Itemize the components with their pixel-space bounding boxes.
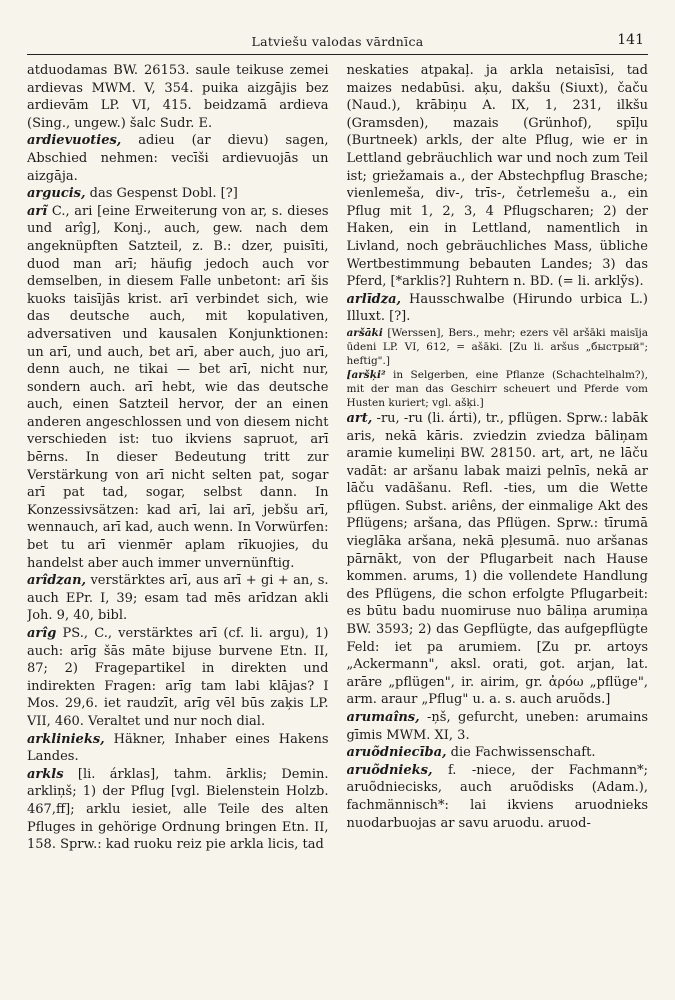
entry-headword: aruõdnieks, xyxy=(346,762,433,778)
dictionary-entry xyxy=(347,744,649,762)
dictionary-entry xyxy=(27,203,329,572)
running-title: Latviešu valodas vārdnīca xyxy=(251,34,424,49)
dictionary-entry xyxy=(27,625,329,731)
entry-definition: C., ari [eine Erweiterung von ar, s. dieses und arîg], Konj., auch, gew. nach dem angeknüpften Satzteil, z. B.: dzer, puisīti, duod man arī; häufig jedoch auch vor demselben, in diesem Falle unbetont: arī šis kuoks taisījās krist. arī verbindet sich, wie das deutsche auch, mit kopulativen, adversativen und kausalen Konjunktionen: un arī, und auch, bet arī, aber auch, juo arī, denn auch, ne tikai — bet arī, nicht nur, sondern auch. arī hebt, wie das deutsche auch, einen Satzteil hervor, der an einen anderen angeschlossen und von diesem nicht verschieden ist: tuo ikviens sapruot, arī bērns. In dieser Bedeutung tritt zur Verstärkung von arī nicht selten pat, sogar arī pat tad, sogar, selbst dann. In Konzessivsätzen: kad arī, lai arī, jebšu arī, wennauch, arī kad, auch wenn. In Vorwürfen: bet tu arī vienmēr aplam rīkuojies, du handelst aber auch immer unvernünftig. xyxy=(27,203,329,571)
entry-definition: -ru, -ru (li. árti), tr., pflügen. Sprw.: labāk aris, nekā kāris. zviedzin zviedza bāliņam aramie kumeliņi BW. 28150. art, art, ne lāču vadāt: ar aršanu labak maizi pelnīs, nekā ar lāču vadāšanu. Refl. -ties, um die Wette pflügen. Subst. ariêns, der einmalige Akt des Pflügens; aršana, das Pflügen. Sprw.: tīrumā vieglāka aršana, nekā pļesumā. nuo aršanas pārnākt, von der Pflugarbeit nach Hause kommen. arums, 1) die vollendete Handlung des Pflügens, die schon erfolgte Pflugarbeit: es būtu badu nuomiruse nuo bāliņa arumiņa BW. 3593; 2) das Gepflügte, das aufgepflügte Feld: iet pa arumiem. [Zu pr. artoys „Ackermann", aksl. orati, got. arjan, lat. arāre „pflügen", ir. airim, gr. ἀρόω „pflüge", arm. araur „Pflug" u. a. s. auch aruõds.] xyxy=(346,410,648,708)
entry-definition: -ņš, gefurcht, uneben: arumains gīmis MWM. XI, 3. xyxy=(346,710,648,743)
header-rule xyxy=(27,54,648,55)
entry-headword: arlīdza, xyxy=(346,291,402,307)
entry-headword: argucis, xyxy=(27,186,86,202)
entry-headword: ardievuoties, xyxy=(27,133,122,149)
dictionary-entry xyxy=(27,731,329,766)
dictionary-entry xyxy=(27,766,329,854)
entry-definition: [li. árklas], tahm. ārklis; Demin. arkliņš; 1) der Pflug [vgl. Bielenstein Holzb. 467,ff]; arklu iesiet, alle Teile des alten Pfluges in gehörige Ordnung bringen Etn. II, 158. Sprw.: kad ruoku reiz pie arkla licis, tad xyxy=(27,766,329,853)
entry-headword: arĩ xyxy=(27,203,48,219)
dictionary-entry xyxy=(27,572,329,625)
dictionary-entry xyxy=(347,291,649,326)
dictionary-entry xyxy=(347,762,649,832)
entry-definition: Häkner, Inhaber eines Hakens Landes. xyxy=(27,731,329,765)
entry-headword: arîdzan, xyxy=(27,573,87,589)
dictionary-entry xyxy=(347,410,649,709)
continued-text: neskaties atpakaļ. ja arkla netaisīsi, tad maizes nedabūsi. aķu, dakšu (Siuxt), čaču (Naud.), krābiņu A. IX, 1, 231, ilkšu (Gramsden), mazais (Grünhof), spīļu (Burtneek) arkls, der alte Pflug, wie er in Lettland gebräuchlich war und noch zum Teil ist; griežamais a., der Abstechpflug Brasche; vienlemeša, div-, trīs-, četrlemešu a., ein Pflug mit 1, 2, 3, 4 Pflugscharen; 2) der Haken, ein in Lettland, namentlich in Livland, noch gebräuchliches Mass, übliche Wertbestimmung bebauten Landes; 3) das Pferd, [*arklis?] Ruhtern n. BD. (= li. arklỹs). xyxy=(346,63,648,290)
dictionary-entry xyxy=(347,709,649,744)
entry-headword: arumaîns, xyxy=(346,710,420,725)
entry-headword: art, xyxy=(346,410,373,426)
continued-text: atduodamas BW. 26153. saule teikuse zemei ardievas MWM. V, 354. puika aizgājis bez ardievām LP. VI, 415. beidzamā ardieva (Sing., ungew.) šalc Sudr. E. xyxy=(27,63,329,131)
left-column xyxy=(27,62,329,992)
page-number: 141 xyxy=(617,32,644,48)
entry-headword: aršāki xyxy=(346,326,383,339)
entry-headword: arkls xyxy=(27,766,64,782)
entry-headword: arîg xyxy=(27,626,57,641)
dictionary-entry xyxy=(347,326,649,368)
dictionary-entry xyxy=(27,185,329,203)
entry-headword: aruõdniecība, xyxy=(346,745,447,761)
text-columns xyxy=(27,62,648,992)
entry-definition: das Gespenst Dobl. [?] xyxy=(85,186,238,202)
dictionary-entry xyxy=(347,368,649,410)
entry-headword: [aršķi² xyxy=(346,368,386,381)
entry-definition: adieu (ar dievu) sagen, Abschied nehmen: vecīši ardievuojās un aizgāja. xyxy=(27,133,329,184)
entry-definition: verstärktes arī, aus arī + gi + an, s. auch EPr. I, 39; esam tad mēs arīdzan akli Joh. 9, 40, bibl. xyxy=(27,573,329,624)
entry-definition: die Fachwissenschaft. xyxy=(446,745,596,761)
entry-headword: arklinieks, xyxy=(27,731,105,747)
dictionary-entry xyxy=(27,132,329,185)
entry-definition: PS., C., verstärktes arī (cf. li. argu), 1) auch: arīg šās māte bijuse burvene Etn. II, 87; 2) Fragepartikel in direkten und indirekten Fragen: arīg tam labi klājas? I Mos. 29,6. iet raudzīt, arīg vēl būs zaķis LP. VII, 460. Veraltet und nur noch dial. xyxy=(27,626,329,729)
entry-definition: in Selgerben, eine Pflanze (Schachtelhalm?), mit der man das Geschirr scheuert und Pferde vom Husten kuriert; vgl. ašķi.] xyxy=(346,368,648,409)
entry-definition: [Werssen], Bers., mehr; ezers vēl aršāki maisīja ūdeni LP. VI, 612, = ašāki. [Zu li. aršus „быстрый"; heftig".] xyxy=(346,326,648,367)
entry-definition: f. -niece, der Fachmann*; aruõdniecisks, auch aruõdisks (Adam.), fachmännisch*: lai ikviens aruodnieks nuodarbuojas ar savu aruodu. aruod- xyxy=(346,762,648,831)
entry-definition: Hausschwalbe (Hirundo urbica L.) Illuxt. [?]. xyxy=(346,291,648,325)
right-column xyxy=(347,62,649,992)
page-header xyxy=(27,0,648,54)
